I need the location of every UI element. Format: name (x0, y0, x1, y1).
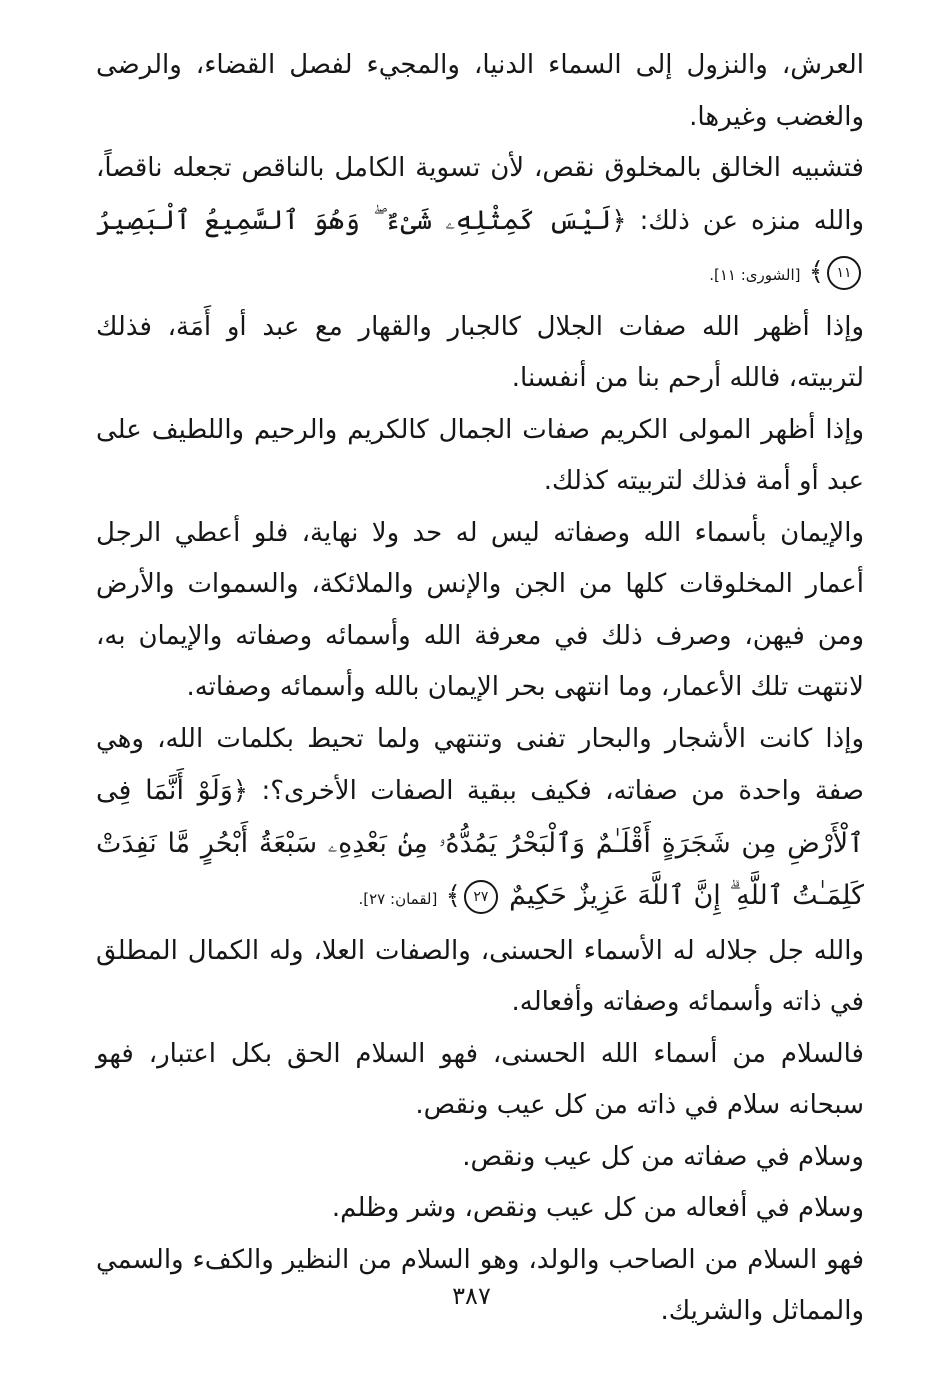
page-body (96, 40, 864, 1338)
paragraph-text: فتشبيه الخالق بالمخلوق نقص، لأن تسوية الكامل بالناقص تجعله ناقصاً، والله منزه عن ذلك: (96, 153, 865, 236)
verse-close-brace: ﴾ (445, 881, 461, 911)
paragraph-6 (96, 714, 864, 926)
paragraph-3 (96, 302, 864, 405)
verse-citation: [لقمان: ٢٧]. (358, 890, 438, 908)
paragraph-text: والله جل جلاله له الأسماء الحسنى، والصفات العلا، وله الكمال المطلق في ذاته وأسمائه وصفاته وأفعاله. (96, 935, 864, 1017)
verse-number-medallion: ١١ (827, 256, 861, 290)
paragraph-4 (96, 405, 864, 508)
verse-citation: [الشورى: ١١]. (709, 266, 801, 284)
paragraph-text: وإذا كانت الأشجار والبحار تفنى وتنتهي ولما تحيط بكلمات الله، وهي صفة واحدة من صفاته، فكيف ببقية الصفات الأخرى؟: (96, 723, 864, 806)
paragraph-2 (96, 143, 864, 302)
paragraph-text: فالسلام من أسماء الله الحسنى، فهو السلام الحق بكل اعتبار، فهو سبحانه سلام في ذاته من كل عيب ونقص. (96, 1038, 864, 1120)
verse-open-brace: ﴿ (611, 205, 627, 236)
paragraph-text: وإذا أظهر الله صفات الجلال كالجبار والقهار مع عبد أو أَمَة، فذلك لتربيته، فالله أرحم بنا من أنفسنا. (96, 311, 864, 393)
paragraph-text: فهو السلام من الصاحب والولد، وهو السلام من النظير والكفء والسمي والمماثل والشريك. (96, 1244, 864, 1326)
paragraph-text: وإذا أظهر المولى الكريم صفات الجمال كالكريم والرحيم واللطيف على عبد أو أمة فذلك لتربيته كذلك. (96, 414, 864, 496)
paragraph-text: العرش، والنزول إلى السماء الدنيا، والمجيء لفصل القضاء، والرضى والغضب وغيرها. (96, 50, 864, 132)
paragraph-5 (96, 508, 864, 714)
paragraph-7 (96, 926, 864, 1029)
paragraph-1 (96, 40, 864, 143)
page-number: ٣٨٧ (452, 1282, 491, 1310)
quran-verse: وَلَوْ أَنَّمَا فِى ٱلْأَرْضِ مِن شَجَرَةٍ أَقْلَـٰمٌ وَٱلْبَحْرُ يَمُدُّهُۥ مِنۢ بَعْدِهِۦ سَبْعَةُ أَبْحُرٍ مَّا نَفِدَتْ كَلِمَـٰتُ ٱللَّهِ ۗ إِنَّ ٱللَّهَ عَزِيزٌ حَكِيمٌ (96, 775, 864, 911)
paragraph-text: وسلام في صفاته من كل عيب ونقص. (462, 1141, 864, 1172)
quran-verse: لَيْسَ كَمِثْلِهِۦ شَىْءٌ ۖ وَهُوَ ٱلسَّمِيعُ ٱلْبَصِيرُ (96, 204, 612, 236)
verse-number-medallion: ٢٧ (464, 880, 498, 914)
paragraph-10 (96, 1183, 864, 1235)
paragraph-8 (96, 1029, 864, 1132)
paragraph-text: والإيمان بأسماء الله وصفاته ليس له حد ولا نهاية، فلو أعطي الرجل أعمار المخلوقات كلها من الجن والإنس والملائكة، والسموات والأرض ومن فيهن، وصرف ذلك في معرفة الله وأسمائه وصفاته والإيمان به، لانتهت تلك الأعمار، وما انتهى بحر الإيمان بالله وأسمائه وصفاته. (96, 517, 864, 702)
verse-close-brace: ﴾ (808, 257, 824, 287)
paragraph-text: وسلام في أفعاله من كل عيب ونقص، وشر وظلم. (331, 1193, 864, 1223)
paragraph-9 (96, 1132, 864, 1184)
verse-open-brace: ﴿ (232, 776, 249, 806)
